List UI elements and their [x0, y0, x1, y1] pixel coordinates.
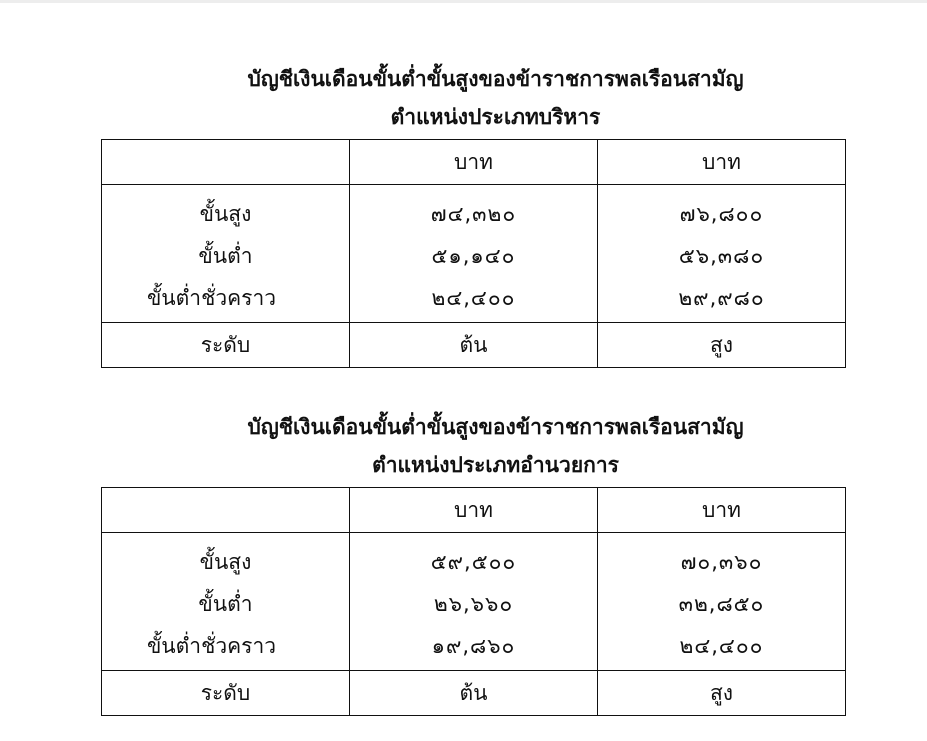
header-cell-baht: บาท: [350, 140, 598, 185]
value-min-high: ๓๒,๘๕๐: [678, 591, 765, 616]
table-subtitle: ตำแหน่งประเภทบริหาร: [390, 105, 601, 129]
header-cell-empty: [102, 488, 350, 533]
low-level-values-cell: [350, 533, 598, 671]
top-border-line: [0, 0, 927, 3]
salary-table-executive: [101, 139, 846, 368]
footer-cell-low: ต้น: [350, 671, 598, 716]
footer-cell-high: สูง: [598, 671, 846, 716]
row-label-temp-min: ขั้นต่ำชั่วคราว: [146, 285, 277, 310]
value-temp-min-low: ๒๔,๔๐๐: [431, 285, 516, 310]
footer-cell-level: ระดับ: [102, 323, 350, 368]
value-max-low: ๕๙,๕๐๐: [430, 549, 517, 574]
header-row: [102, 488, 846, 533]
value-temp-min-high: ๒๔,๔๐๐: [679, 633, 764, 658]
value-temp-min-high: ๒๙,๙๘๐: [678, 285, 765, 310]
salary-section-director: [0, 408, 927, 484]
data-row: [102, 533, 846, 671]
table-subtitle: ตำแหน่งประเภทอำนวยการ: [372, 453, 619, 477]
table-title: บัญชีเงินเดือนขั้นต่ำขั้นสูงของข้าราชการพลเรือนสามัญ: [247, 415, 744, 439]
value-max-high: ๗๖,๘๐๐: [679, 201, 764, 226]
salary-section-executive: [0, 60, 927, 136]
header-cell-baht: บาท: [598, 140, 846, 185]
high-level-values-cell: [598, 185, 846, 323]
value-min-low: ๒๖,๖๖๐: [433, 591, 514, 616]
row-label-temp-min: ขั้นต่ำชั่วคราว: [146, 633, 277, 658]
header-row: [102, 140, 846, 185]
footer-cell-low: ต้น: [350, 323, 598, 368]
low-level-values-cell: [350, 185, 598, 323]
row-label-min: ขั้นต่ำ: [198, 243, 253, 268]
header-cell-empty: [102, 140, 350, 185]
value-max-high: ๗๐,๓๖๐: [680, 549, 763, 574]
data-row: [102, 185, 846, 323]
row-labels-cell: [102, 185, 350, 323]
row-label-max: ขั้นสูง: [199, 549, 252, 574]
footer-cell-high: สูง: [598, 323, 846, 368]
row-label-max: ขั้นสูง: [199, 201, 252, 226]
header-cell-baht: บาท: [598, 488, 846, 533]
footer-row: [102, 323, 846, 368]
value-min-high: ๕๖,๓๘๐: [678, 243, 765, 268]
header-cell-baht: บาท: [350, 488, 598, 533]
value-max-low: ๗๔,๓๒๐: [430, 201, 517, 226]
footer-cell-level: ระดับ: [102, 671, 350, 716]
salary-table-director: [101, 487, 846, 716]
value-min-low: ๕๑,๑๔๐: [431, 243, 516, 268]
table-title: บัญชีเงินเดือนขั้นต่ำขั้นสูงของข้าราชการพลเรือนสามัญ: [247, 67, 744, 91]
high-level-values-cell: [598, 533, 846, 671]
value-temp-min-low: ๑๙,๘๖๐: [431, 633, 516, 658]
row-label-min: ขั้นต่ำ: [198, 591, 253, 616]
row-labels-cell: [102, 533, 350, 671]
footer-row: [102, 671, 846, 716]
